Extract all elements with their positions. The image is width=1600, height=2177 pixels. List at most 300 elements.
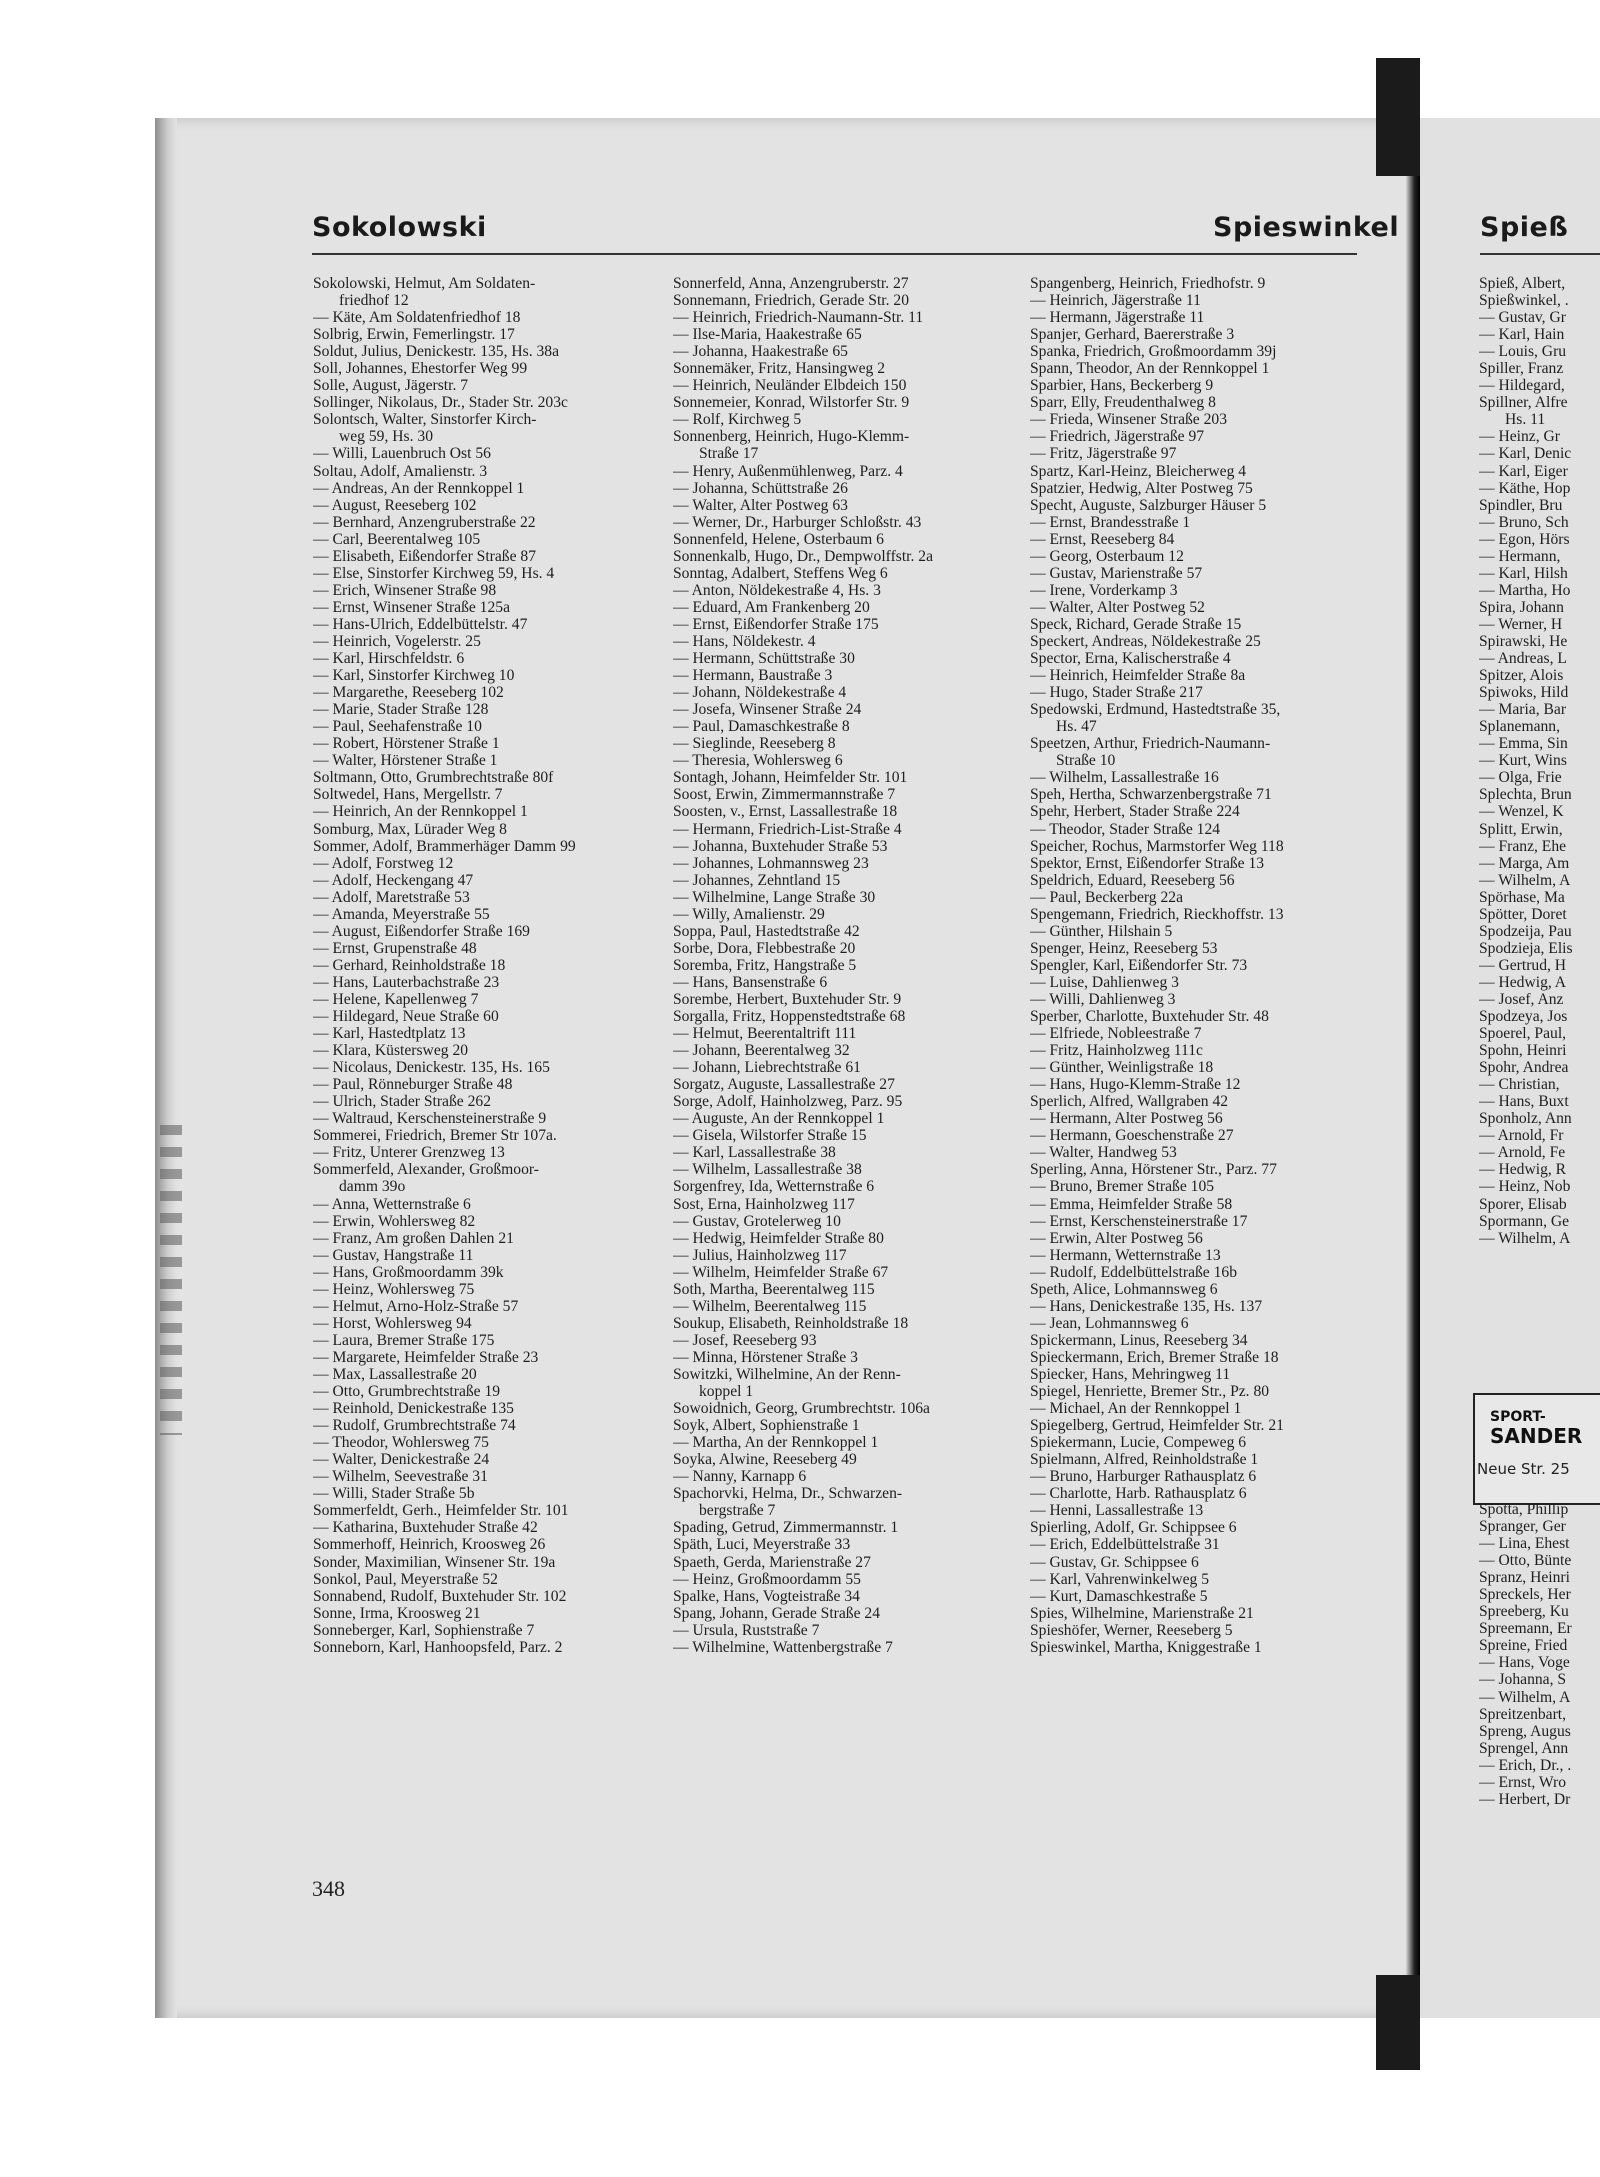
directory-entry: — Wilhelmine, Wattenbergstraße 7 [673, 1638, 893, 1656]
header-rule [312, 253, 1357, 255]
directory-entry: Spieswinkel, Martha, Kniggestraße 1 [1030, 1638, 1262, 1656]
directory-entry: — Bruno, Sch [1479, 513, 1569, 531]
directory-entry: Soppa, Paul, Hastedtstraße 42 [673, 922, 860, 940]
directory-entry: Speldrich, Eduard, Reeseberg 56 [1030, 871, 1235, 889]
directory-entry: — Hans, Nöldekestr. 4 [673, 632, 816, 650]
directory-entry: Spira, Johann [1479, 598, 1564, 616]
directory-entry: — Heinz, Wohlersweg 75 [313, 1280, 475, 1298]
directory-entry: Soth, Martha, Beerentalweg 115 [673, 1280, 875, 1298]
directory-entry: — Günther, Hilshain 5 [1030, 922, 1173, 940]
directory-entry: Spodzeya, Jos [1479, 1008, 1568, 1026]
directory-entry: Spalke, Hans, Vogteistraße 34 [673, 1587, 860, 1605]
directory-entry: Spiwoks, Hild [1479, 684, 1569, 702]
directory-column-3 [1030, 275, 1370, 1656]
directory-entry: — Gustav, Gr. Schippsee 6 [1030, 1553, 1199, 1571]
directory-entry: Spodzieja, Elis [1479, 939, 1573, 957]
directory-entry: Specht, Auguste, Salzburger Häuser 5 [1030, 496, 1267, 514]
directory-entry: — Charlotte, Harb. Rathausplatz 6 [1030, 1485, 1247, 1503]
directory-entry: — Bernhard, Anzengruberstraße 22 [313, 513, 536, 531]
directory-entry: — Wilhelm, A [1479, 1688, 1571, 1706]
directory-entry: — Johanna, S [1479, 1671, 1567, 1689]
directory-entry: — Arnold, Fr [1479, 1127, 1564, 1145]
directory-entry: — Maria, Bar [1479, 701, 1567, 719]
directory-entry: — Günther, Weinligstraße 18 [1030, 1059, 1214, 1077]
directory-entry: — Fritz, Jägerstraße 97 [1030, 445, 1177, 463]
directory-entry: Soldut, Julius, Denickestr. 135, Hs. 38a [313, 343, 560, 361]
directory-entry: — Laura, Bremer Straße 175 [313, 1331, 495, 1349]
page-number: 348 [312, 1876, 345, 1901]
directory-entry: — Emma, Heimfelder Straße 58 [1030, 1195, 1233, 1213]
directory-entry: Sonnemeier, Konrad, Wilstorfer Str. 9 [673, 394, 910, 412]
directory-entry: Sommer, Adolf, Brammerhäger Damm 99 [313, 837, 576, 855]
directory-entry: Sonnerfeld, Anna, Anzengruberstr. 27 [673, 275, 909, 292]
directory-entry: Soyk, Albert, Sophienstraße 1 [673, 1417, 860, 1435]
directory-entry: Spohn, Heinri [1479, 1042, 1567, 1060]
directory-entry: Spartz, Karl-Heinz, Bleicherweg 4 [1030, 462, 1247, 480]
directory-entry: Sonnenberg, Heinrich, Hugo-Klemm- [673, 428, 910, 446]
directory-entry: Soremba, Fritz, Hangstraße 5 [673, 956, 857, 974]
logo-line-2: SANDER [1490, 1424, 1583, 1448]
directory-entry: — Ilse-Maria, Haakestraße 65 [673, 326, 862, 344]
header-rule-next-page [1480, 253, 1600, 255]
directory-entry: Sonneberger, Karl, Sophienstraße 7 [313, 1621, 535, 1639]
directory-entry: — Christian, [1479, 1076, 1560, 1094]
directory-entry: — Otto, Bünte [1479, 1552, 1572, 1570]
directory-entry: — Else, Sinstorfer Kirchweg 59, Hs. 4 [313, 564, 555, 582]
directory-entry: — Wilhelmine, Lange Straße 30 [673, 888, 876, 906]
directory-entry: — Johannes, Zehntland 15 [673, 871, 841, 889]
directory-entry: — Hedwig, A [1479, 973, 1567, 991]
directory-entry: — Anton, Nöldekestraße 4, Hs. 3 [673, 581, 881, 599]
directory-entry: Späth, Luci, Meyerstraße 33 [673, 1536, 851, 1554]
directory-entry: — Heinrich, Neuländer Elbdeich 150 [673, 377, 907, 395]
directory-entry: Spehr, Herbert, Stader Straße 224 [1030, 803, 1240, 821]
directory-entry: Sporer, Elisab [1479, 1195, 1567, 1213]
directory-entry: — Karl, Hirschfeldstr. 6 [313, 650, 465, 668]
directory-entry: — Martha, Ho [1479, 581, 1571, 599]
directory-entry: — Helene, Kapellenweg 7 [313, 990, 479, 1008]
directory-entry: Spreckels, Her [1479, 1586, 1571, 1604]
directory-entry: — Hedwig, Heimfelder Straße 80 [673, 1229, 884, 1247]
directory-entry: Sonnemann, Friedrich, Gerade Str. 20 [673, 292, 910, 310]
directory-entry: — Johanna, Buxtehuder Straße 53 [673, 837, 888, 855]
directory-entry: — Wilhelm, Heimfelder Straße 67 [673, 1263, 889, 1281]
directory-entry: Sprengel, Ann [1479, 1739, 1569, 1757]
directory-entry: — Nanny, Karnapp 6 [673, 1468, 807, 1486]
directory-entry: Soukup, Elisabeth, Reinholdstraße 18 [673, 1314, 909, 1332]
directory-entry: Sorgalla, Fritz, Hoppenstedtstraße 68 [673, 1008, 906, 1026]
directory-entry: Spreeberg, Ku [1479, 1603, 1569, 1621]
directory-entry: Sorbe, Dora, Flebbestraße 20 [673, 939, 856, 957]
directory-entry: — Paul, Rönneburger Straße 48 [313, 1076, 513, 1094]
directory-entry: — Andreas, L [1479, 650, 1567, 668]
directory-entry: Sonntag, Adalbert, Steffens Weg 6 [673, 564, 888, 582]
directory-entry: Speth, Alice, Lohmannsweg 6 [1030, 1280, 1218, 1298]
directory-entry: — Walter, Handweg 53 [1030, 1144, 1177, 1162]
directory-entry: Sollinger, Nikolaus, Dr., Stader Str. 203c [313, 394, 568, 412]
entry-continuation: Hs. 47 [1056, 718, 1097, 736]
directory-entry: Soltau, Adolf, Amalienstr. 3 [313, 462, 488, 480]
directory-entry: — Max, Lassallestraße 20 [313, 1366, 477, 1383]
directory-entry: Splechta, Brun [1479, 786, 1572, 804]
directory-entry: Sponholz, Ann [1479, 1110, 1572, 1128]
directory-entry: Solontsch, Walter, Sinstorfer Kirch- [313, 411, 537, 429]
directory-entry: — Karl, Hilsh [1479, 564, 1568, 582]
directory-entry: Spindler, Bru [1479, 496, 1563, 514]
directory-entry: Spieckermann, Erich, Bremer Straße 18 [1030, 1348, 1279, 1366]
directory-entry: — Franz, Am großen Dahlen 21 [313, 1229, 514, 1247]
running-head-right: Spieswinkel [1213, 212, 1400, 243]
directory-entry: — Fritz, Unterer Grenzweg 13 [313, 1144, 505, 1162]
directory-entry: — Gustav, Marienstraße 57 [1030, 564, 1203, 582]
directory-entry: — Paul, Beckerberg 22a [1030, 888, 1184, 906]
directory-entry: — Wilhelm, A [1479, 1229, 1571, 1247]
directory-entry: — Hermann, Alter Postweg 56 [1030, 1110, 1223, 1128]
directory-entry: — Hans, Lauterbachstraße 23 [313, 973, 500, 991]
directory-entry: — Carl, Beerentalweg 105 [313, 530, 481, 548]
directory-entry: — Ulrich, Stader Straße 262 [313, 1093, 491, 1111]
directory-entry: — Karl, Sinstorfer Kirchweg 10 [313, 667, 515, 685]
directory-entry: Sonnemäker, Fritz, Hansingweg 2 [673, 360, 886, 378]
directory-entry: Soyka, Alwine, Reeseberg 49 [673, 1451, 857, 1469]
directory-entry: — Reinhold, Denickestraße 135 [313, 1400, 514, 1418]
directory-entry: Spiegelberg, Gertrud, Heimfelder Str. 21 [1030, 1417, 1284, 1435]
directory-entry: — Jean, Lohmannsweg 6 [1030, 1314, 1189, 1332]
directory-entry: Sorgatz, Auguste, Lassallestraße 27 [673, 1076, 895, 1094]
directory-entry: Spengler, Karl, Eißendorfer Str. 73 [1030, 956, 1248, 974]
directory-entry: Spiller, Franz [1479, 360, 1564, 378]
directory-entry: — Heinz, Großmoordamm 55 [673, 1570, 861, 1588]
directory-entry: Soost, Erwin, Zimmermannstraße 7 [673, 786, 896, 804]
directory-entry: — Willi, Stader Straße 5b [313, 1485, 475, 1503]
directory-entry: Spranger, Ger [1479, 1518, 1566, 1536]
directory-entry: — Willi, Dahlienweg 3 [1030, 990, 1176, 1008]
directory-entry: — Georg, Osterbaum 12 [1030, 547, 1184, 565]
directory-entry: — Hermann, Goeschenstraße 27 [1030, 1127, 1234, 1145]
directory-entry: — Friedrich, Jägerstraße 97 [1030, 428, 1205, 446]
entry-continuation: weg 59, Hs. 30 [339, 428, 433, 446]
entry-continuation: Straße 10 [1056, 752, 1116, 770]
directory-entry: Spieß, Albert, [1479, 275, 1566, 292]
directory-entry: Sonnabend, Rudolf, Buxtehuder Str. 102 [313, 1587, 567, 1605]
directory-entry: — Wilhelm, A [1479, 871, 1571, 889]
directory-entry: — Werner, H [1479, 615, 1563, 633]
directory-entry: Sonneborn, Karl, Hanhoopsfeld, Parz. 2 [313, 1638, 563, 1656]
directory-entry: — Egon, Hörs [1479, 530, 1570, 548]
directory-entry: — Ernst, Brandesstraße 1 [1030, 513, 1191, 531]
directory-entry: — Hans, Denickestraße 135, Hs. 137 [1030, 1297, 1263, 1315]
directory-entry: — August, Eißendorfer Straße 169 [313, 922, 530, 940]
directory-entry: Spangenberg, Heinrich, Friedhofstr. 9 [1030, 275, 1266, 292]
directory-entry: Solbrig, Erwin, Femerlingstr. 17 [313, 326, 515, 344]
directory-entry: — Hermann, Jägerstraße 11 [1030, 309, 1205, 327]
directory-entry: Spötter, Doret [1479, 905, 1567, 923]
directory-entry: Spreine, Fried [1479, 1637, 1568, 1655]
directory-entry: — Marga, Am [1479, 854, 1570, 872]
directory-entry: — Gisela, Wilstorfer Straße 15 [673, 1127, 867, 1145]
directory-entry: — Katharina, Buxtehuder Straße 42 [313, 1519, 538, 1537]
directory-entry: — Theresia, Wohlersweg 6 [673, 752, 843, 770]
directory-entry: Sonne, Irma, Kroosweg 21 [313, 1604, 481, 1622]
directory-entry: — Hans, Hugo-Klemm-Straße 12 [1030, 1076, 1241, 1094]
directory-entry: — Heinrich, Vogelerstr. 25 [313, 632, 481, 650]
running-head-next-page: Spieß [1480, 212, 1569, 243]
directory-entry: — Theodor, Wohlersweg 75 [313, 1434, 489, 1452]
directory-entry: — Kurt, Damaschkestraße 5 [1030, 1587, 1208, 1605]
directory-entry: Sperling, Anna, Hörstener Str., Parz. 77 [1030, 1161, 1277, 1179]
directory-entry: — Erich, Dr., . [1479, 1756, 1572, 1774]
directory-entry: Spading, Getrud, Zimmermannstr. 1 [673, 1519, 899, 1537]
directory-entry: — Hedwig, R [1479, 1161, 1567, 1179]
entry-continuation: damm 39o [339, 1178, 406, 1196]
directory-entry: — Marie, Stader Straße 128 [313, 701, 489, 719]
directory-entry: — Johann, Nöldekestraße 4 [673, 684, 847, 702]
advertisement-logo [1490, 1408, 1582, 1446]
directory-entry: — Heinz, Gr [1479, 428, 1560, 446]
directory-entry: Splanemann, [1479, 718, 1560, 736]
directory-entry: Sorembe, Herbert, Buxtehuder Str. 9 [673, 990, 902, 1008]
directory-entry: Spengemann, Friedrich, Rieckhoffstr. 13 [1030, 905, 1284, 923]
directory-entry: — Hildegard, Neue Straße 60 [313, 1008, 499, 1026]
directory-entry: — Anna, Wetternstraße 6 [313, 1195, 471, 1213]
directory-entry: Spranz, Heinri [1479, 1569, 1570, 1587]
directory-entry: — Gustav, Hangstraße 11 [313, 1246, 474, 1264]
directory-entry: Soll, Johannes, Ehestorfer Weg 99 [313, 360, 528, 378]
entry-continuation: friedhof 12 [339, 292, 409, 310]
directory-entry: Soltwedel, Hans, Mergellstr. 7 [313, 786, 503, 804]
page-edge [155, 118, 177, 2018]
directory-entry: — Rudolf, Grumbrechtstraße 74 [313, 1417, 516, 1435]
directory-entry: — Adolf, Maretstraße 53 [313, 888, 470, 906]
directory-entry: — Frieda, Winsener Straße 203 [1030, 411, 1227, 429]
directory-entry: Sonkol, Paul, Meyerstraße 52 [313, 1570, 498, 1588]
directory-entry: Spieshöfer, Werner, Reeseberg 5 [1030, 1621, 1233, 1639]
directory-entry: Spielmann, Alfred, Reinholdstraße 1 [1030, 1451, 1259, 1469]
directory-entry: — Elisabeth, Eißendorfer Straße 87 [313, 547, 537, 565]
directory-entry: — Heinrich, Jägerstraße 11 [1030, 292, 1201, 310]
directory-entry: — Luise, Dahlienweg 3 [1030, 973, 1179, 991]
directory-entry: — Josef, Anz [1479, 990, 1564, 1008]
directory-entry: Spotta, Phillip [1479, 1501, 1569, 1518]
directory-entry: Solle, August, Jägerstr. 7 [313, 377, 469, 395]
directory-entry: Sost, Erna, Hainholzweg 117 [673, 1195, 855, 1213]
directory-entry: — Erwin, Alter Postweg 56 [1030, 1229, 1203, 1247]
directory-entry: — Rudolf, Eddelbüttelstraße 16b [1030, 1263, 1238, 1281]
directory-entry: — Bruno, Harburger Rathausplatz 6 [1030, 1468, 1257, 1486]
entry-continuation: koppel 1 [699, 1383, 754, 1401]
directory-entry: — Hermann, Baustraße 3 [673, 667, 833, 685]
directory-entry: — Hugo, Stader Straße 217 [1030, 684, 1203, 702]
directory-entry: — Käte, Am Soldatenfriedhof 18 [313, 309, 521, 327]
directory-entry: — Johannes, Lohmannsweg 23 [673, 854, 869, 872]
directory-entry: — Ernst, Kerschensteinerstraße 17 [1030, 1212, 1248, 1230]
directory-entry: — Hans, Großmoordamm 39k [313, 1263, 504, 1281]
directory-entry: Spirawski, He [1479, 632, 1568, 650]
directory-entry: — Gustav, Grotelerweg 10 [673, 1212, 841, 1230]
directory-entry: — Hermann, Wetternstraße 13 [1030, 1246, 1221, 1264]
directory-entry: Spanjer, Gerhard, Baererstraße 3 [1030, 326, 1235, 344]
directory-entry: — Josef, Reeseberg 93 [673, 1331, 817, 1349]
directory-entry: Sparbier, Hans, Beckerberg 9 [1030, 377, 1214, 395]
directory-column-1 [313, 275, 645, 1656]
entry-continuation: bergstraße 7 [699, 1502, 776, 1520]
directory-entry: — Willy, Amalienstr. 29 [673, 905, 825, 923]
directory-entry: — Karl, Hastedtplatz 13 [313, 1025, 466, 1043]
directory-entry: — Arnold, Fe [1479, 1144, 1566, 1162]
directory-entry: Spanka, Friedrich, Großmoordamm 39j [1030, 343, 1277, 361]
directory-entry: Spörhase, Ma [1479, 888, 1565, 906]
next-page-column-top [1479, 275, 1600, 1247]
directory-entry: Spektor, Ernst, Eißendorfer Straße 13 [1030, 854, 1265, 872]
directory-entry: Somburg, Max, Lürader Weg 8 [313, 820, 507, 838]
directory-entry: — Hans, Voge [1479, 1654, 1570, 1672]
directory-entry: — Wilhelm, Lassallestraße 38 [673, 1161, 862, 1179]
directory-entry: — Julius, Hainholzweg 117 [673, 1246, 847, 1264]
directory-entry: — Hermann, Schüttstraße 30 [673, 650, 855, 668]
directory-entry: — Louis, Gru [1479, 343, 1567, 361]
directory-entry: — Walter, Denickestraße 24 [313, 1451, 490, 1469]
directory-entry: — Auguste, An der Rennkoppel 1 [673, 1110, 885, 1128]
directory-entry: — Horst, Wohlersweg 94 [313, 1314, 472, 1332]
directory-entry: — Karl, Hain [1479, 326, 1565, 344]
directory-entry: — Lina, Ehest [1479, 1535, 1570, 1553]
directory-entry: — Heinrich, Friedrich-Naumann-Str. 11 [673, 309, 924, 327]
directory-entry: — Käthe, Hop [1479, 479, 1571, 497]
directory-entry: — Paul, Damaschkestraße 8 [673, 718, 850, 736]
directory-entry: — Willi, Lauenbruch Ost 56 [313, 445, 491, 463]
directory-entry: — Paul, Seehafenstraße 10 [313, 718, 482, 736]
directory-entry: — Gertrud, H [1479, 956, 1567, 974]
directory-entry: — Adolf, Forstweg 12 [313, 854, 454, 872]
directory-entry: Spiecker, Hans, Mehringweg 11 [1030, 1366, 1231, 1383]
directory-entry: — Helmut, Beerentaltrift 111 [673, 1025, 857, 1043]
directory-entry: Spedowski, Erdmund, Hastedtstraße 35, [1030, 701, 1281, 719]
directory-entry: Spiekermann, Lucie, Compeweg 6 [1030, 1434, 1247, 1452]
directory-entry: — Heinz, Nob [1479, 1178, 1571, 1196]
directory-entry: — Amanda, Meyerstraße 55 [313, 905, 490, 923]
directory-entry: — Erich, Winsener Straße 98 [313, 581, 497, 599]
directory-entry: Spreemann, Er [1479, 1620, 1572, 1638]
directory-entry: — Rolf, Kirchweg 5 [673, 411, 802, 429]
directory-entry: — Heinrich, Heimfelder Straße 8a [1030, 667, 1246, 685]
directory-entry: — Werner, Dr., Harburger Schloßstr. 43 [673, 513, 922, 531]
directory-entry: — Wilhelm, Seevestraße 31 [313, 1468, 488, 1486]
directory-entry: — Irene, Vorderkamp 3 [1030, 581, 1178, 599]
directory-entry: Spector, Erna, Kalischerstraße 4 [1030, 650, 1231, 668]
directory-entry: — Henry, Außenmühlenweg, Parz. 4 [673, 462, 903, 480]
directory-entry: — Adolf, Heckengang 47 [313, 871, 474, 889]
directory-entry: — Josefa, Winsener Straße 24 [673, 701, 862, 719]
directory-entry: Speetzen, Arthur, Friedrich-Naumann- [1030, 735, 1271, 753]
directory-entry: — Margarethe, Reeseberg 102 [313, 684, 504, 702]
book-gutter [1406, 120, 1420, 2015]
directory-entry: Spohr, Andrea [1479, 1059, 1569, 1077]
directory-entry: Spenger, Heinz, Reeseberg 53 [1030, 939, 1218, 957]
directory-entry: Sontagh, Johann, Heimfelder Str. 101 [673, 769, 908, 787]
directory-entry: — Emma, Sin [1479, 735, 1568, 753]
directory-entry: — Karl, Eiger [1479, 462, 1568, 480]
directory-entry: — Hermann, [1479, 547, 1561, 565]
directory-entry: — Nicolaus, Denickestr. 135, Hs. 165 [313, 1059, 550, 1077]
directory-entry: Sorge, Adolf, Hainholzweg, Parz. 95 [673, 1093, 903, 1111]
edge-marks [160, 1125, 182, 1435]
directory-entry: — Ernst, Reeseberg 84 [1030, 530, 1175, 548]
directory-entry: Speck, Richard, Gerade Straße 15 [1030, 615, 1242, 633]
directory-entry: Sokolowski, Helmut, Am Soldaten- [313, 275, 536, 292]
directory-entry: — Elfriede, Nobleestraße 7 [1030, 1025, 1202, 1043]
directory-entry: Soltmann, Otto, Grumbrechtstraße 80f [313, 769, 554, 787]
directory-entry: — Johanna, Haakestraße 65 [673, 343, 848, 361]
next-page-column-bottom [1479, 1501, 1600, 1808]
directory-entry: — Ernst, Wro [1479, 1773, 1567, 1791]
directory-entry: — Heinrich, An der Rennkoppel 1 [313, 803, 528, 821]
directory-entry: Spillner, Alfre [1479, 394, 1568, 412]
binding-clip-bottom [1376, 1975, 1420, 2070]
directory-entry: Speh, Hertha, Schwarzenbergstraße 71 [1030, 786, 1272, 804]
directory-entry: — Hildegard, [1479, 377, 1565, 395]
directory-entry: Sowoidnich, Georg, Grumbrechtstr. 106a [673, 1400, 930, 1418]
directory-entry: Sommerfeldt, Gerh., Heimfelder Str. 101 [313, 1502, 569, 1520]
directory-entry: — Herbert, Dr [1479, 1790, 1571, 1808]
directory-entry: — Gerhard, Reinholdstraße 18 [313, 956, 506, 974]
directory-entry: Sommerhoff, Heinrich, Kroosweg 26 [313, 1536, 546, 1554]
directory-entry: Sonnenfeld, Helene, Osterbaum 6 [673, 530, 884, 548]
directory-entry: — Hans, Buxt [1479, 1093, 1569, 1111]
directory-entry: Spiegel, Henriette, Bremer Str., Pz. 80 [1030, 1383, 1270, 1401]
directory-entry: — Andreas, An der Rennkoppel 1 [313, 479, 525, 497]
directory-entry: — Olga, Frie [1479, 769, 1562, 787]
directory-entry: Spormann, Ge [1479, 1212, 1570, 1230]
directory-entry: Spitzer, Alois [1479, 667, 1564, 685]
directory-entry: — Walter, Alter Postweg 52 [1030, 598, 1205, 616]
directory-entry: — Eduard, Am Frankenberg 20 [673, 598, 870, 616]
directory-entry: Spann, Theodor, An der Rennkoppel 1 [1030, 360, 1270, 378]
directory-entry: — Theodor, Stader Straße 124 [1030, 820, 1221, 838]
logo-line-1: SPORT- [1490, 1409, 1546, 1425]
directory-entry: — Ernst, Winsener Straße 125a [313, 598, 510, 616]
directory-entry: — Kurt, Wins [1479, 752, 1567, 770]
directory-entry: Spreitzenbart, [1479, 1705, 1567, 1723]
directory-entry: — Walter, Alter Postweg 63 [673, 496, 848, 514]
directory-entry: Spies, Wilhelmine, Marienstraße 21 [1030, 1604, 1254, 1622]
directory-entry: — Wilhelm, Lassallestraße 16 [1030, 769, 1219, 787]
directory-entry: Sonder, Maximilian, Winsener Str. 19a [313, 1553, 556, 1571]
directory-entry: — Hermann, Friedrich-List-Straße 4 [673, 820, 902, 838]
directory-entry: — Wilhelm, Beerentalweg 115 [673, 1297, 867, 1315]
directory-entry: Splitt, Erwin, [1479, 820, 1563, 838]
directory-entry: — Hans-Ulrich, Eddelbüttelstr. 47 [313, 615, 528, 633]
running-head-left: Sokolowski [312, 212, 487, 243]
directory-entry: Spießwinkel, . [1479, 292, 1569, 310]
directory-entry: — Fritz, Hainholzweg 111c [1030, 1042, 1203, 1060]
directory-entry: — Gustav, Gr [1479, 309, 1566, 327]
directory-entry: — Ernst, Eißendorfer Straße 175 [673, 615, 879, 633]
directory-entry: Speckert, Andreas, Nöldekestraße 25 [1030, 632, 1261, 650]
directory-entry: — Erich, Eddelbüttelstraße 31 [1030, 1536, 1220, 1554]
directory-entry: Spoerel, Paul, [1479, 1025, 1567, 1043]
directory-entry: — Otto, Grumbrechtstraße 19 [313, 1383, 501, 1401]
entry-continuation: Hs. 11 [1505, 411, 1546, 429]
directory-column-2 [673, 275, 1005, 1656]
directory-entry: Sowitzki, Wilhelmine, An der Renn- [673, 1366, 901, 1383]
directory-entry: — Sieglinde, Reeseberg 8 [673, 735, 836, 753]
directory-entry: — Karl, Vahrenwinkelweg 5 [1030, 1570, 1209, 1588]
directory-entry: — Johann, Liebrechtstraße 61 [673, 1059, 861, 1077]
directory-entry: — Robert, Hörstener Straße 1 [313, 735, 500, 753]
directory-entry: Spang, Johann, Gerade Straße 24 [673, 1604, 880, 1622]
directory-entry: — Ernst, Grupenstraße 48 [313, 939, 477, 957]
directory-entry: — Wenzel, K [1479, 803, 1564, 821]
